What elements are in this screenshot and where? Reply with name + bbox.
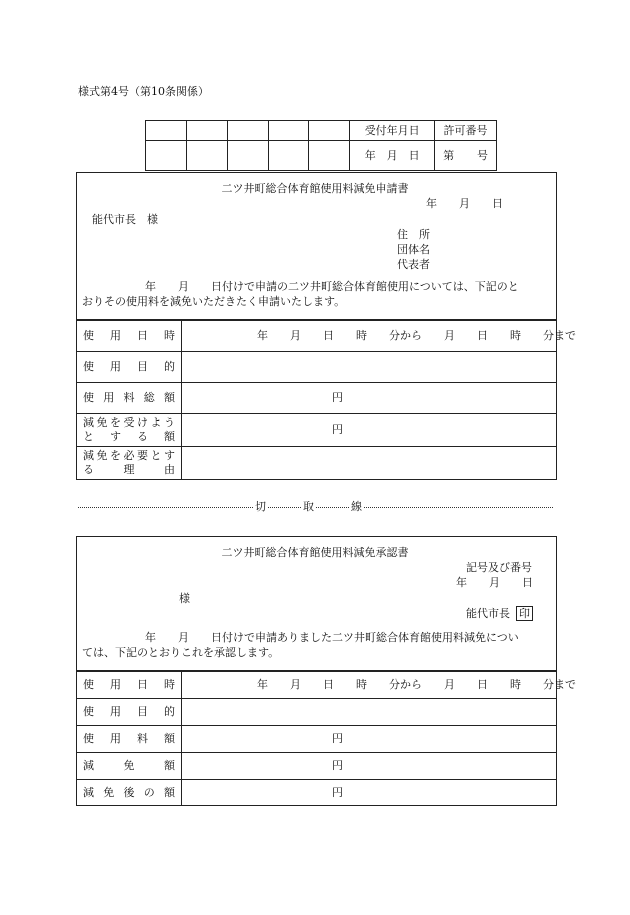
blank-cell [186,121,227,141]
label-char: 免 [123,759,135,773]
label-usage-datetime [77,321,182,352]
label-char: 額 [164,732,175,746]
label-char: 目 [137,360,148,374]
value-reduction-amount: 円 [182,414,557,447]
label-usage-purpose [77,352,182,383]
label-char: と [83,430,94,443]
value-approval-usage-datetime: 年 月 日 時 分から 月 日 時 分まで [182,672,557,699]
value-usage-datetime: 年 月 日 時 分から 月 日 時 分まで [182,321,557,352]
reception-date-value: 年 月 日 [350,141,435,171]
blank-cell [309,141,350,171]
label-char: 時 [164,678,175,692]
label-char: 時 [164,329,175,343]
label-char: 目 [137,705,148,719]
label-char: 免 [103,785,115,799]
label-char: と [150,449,162,463]
label-char: 後 [123,785,135,799]
label-char: 用 [103,391,115,405]
blank-cell [268,141,309,171]
value-approval-reduction: 円 [182,753,557,780]
label-char: 減 [83,785,94,799]
label-char: 要 [137,449,148,463]
label-reduction-reason [77,447,182,480]
approval-date: 年 月 日 [456,576,533,589]
label-char: 用 [110,329,121,343]
label-approval-usage-purpose [77,699,182,726]
label-char: 用 [110,360,121,374]
blank-cell [268,121,309,141]
applicant-address-label: 住 所 [397,228,430,241]
approval-body-line2: ては、下記のとおりこれを承認します。 [82,646,280,659]
label-char: 額 [164,785,175,799]
label-char: 額 [164,759,175,773]
cut-line-char-3: 線 [351,500,362,513]
label-char: 減 [83,759,94,773]
label-char: 使 [83,329,94,343]
label-char: 必 [123,449,135,463]
label-char: る [83,463,94,476]
label-char: 額 [164,430,175,443]
approval-detail-table [76,671,576,806]
label-char: 使 [83,705,94,719]
application-body-line2: おりその使用料を減免いただきたく申請いたします。 [82,295,346,308]
label-char: 用 [110,678,121,692]
label-char: 総 [143,391,155,405]
label-char: 額 [164,391,175,405]
approval-addressee-suffix: 様 [179,592,190,605]
application-date: 年 月 日 [426,197,503,210]
application-detail-table [76,320,576,480]
label-char: 料 [137,732,148,746]
label-char: 減 [83,449,94,463]
value-usage-purpose [182,352,557,383]
cut-line-char-1: 切 [255,500,266,513]
label-char: の [143,785,155,799]
reception-table [145,120,497,171]
label-char: う [164,416,175,430]
reception-date-header: 受付年月日 [350,121,435,141]
label-total-fee [77,383,182,414]
label-char: け [137,416,148,430]
value-approval-fee: 円 [182,726,557,753]
approval-body-line1: 年 月 日付けで申請ありました二ツ井町総合体育館使用料減免につい [145,631,519,644]
value-reduction-reason [182,447,557,480]
cut-line-char-2: 取 [303,500,314,513]
label-char: 使 [83,360,94,374]
label-char: る [137,430,148,443]
label-char: 減 [83,416,94,430]
approval-issuer: 能代市長 印 [466,606,533,621]
label-char: す [110,430,121,443]
permit-number-value: 第 号 [435,141,497,171]
seal-mark: 印 [516,606,533,621]
blank-cell [227,141,268,171]
label-approval-usage-datetime [77,672,182,699]
application-title: 二ツ井町総合体育館使用料減免申請書 [221,182,409,195]
blank-cell [309,121,350,141]
label-char: 日 [137,329,148,343]
application-addressee: 能代市長 様 [92,213,158,226]
label-char: を [110,416,121,430]
label-char: 使 [83,678,94,692]
label-char: よ [150,416,162,430]
label-char: 使 [83,391,94,405]
label-approval-fee [77,726,182,753]
label-approval-after-reduction [77,780,182,806]
label-approval-reduction [77,753,182,780]
label-char: 由 [164,463,175,476]
label-char: 理 [123,463,135,476]
label-char: 受 [123,416,135,430]
label-char: 用 [110,705,121,719]
label-char: 的 [164,705,175,719]
label-char: 的 [164,360,175,374]
label-char: 日 [137,678,148,692]
blank-cell [227,121,268,141]
permit-number-header: 許可番号 [435,121,497,141]
applicant-rep-label: 代表者 [397,258,430,271]
cut-line [78,500,553,514]
label-char: す [164,449,175,463]
approval-title: 二ツ井町総合体育館使用料減免承認書 [221,546,409,559]
value-total-fee: 円 [182,383,557,414]
blank-cell [146,121,187,141]
label-char: 用 [110,732,121,746]
label-reduction-amount [77,414,182,447]
label-char: 免 [96,449,108,463]
label-char: 使 [83,732,94,746]
form-number: 様式第4号（第10条関係） [78,85,209,98]
value-approval-after-reduction: 円 [182,780,557,806]
value-approval-usage-purpose [182,699,557,726]
label-char: 料 [123,391,135,405]
blank-cell [146,141,187,171]
label-char: を [110,449,121,463]
applicant-group-label: 団体名 [397,243,430,256]
approval-ref-label: 記号及び番号 [466,561,532,574]
label-char: 免 [96,416,108,430]
blank-cell [186,141,227,171]
application-body-line1: 年 月 日付けで申請の二ツ井町総合体育館使用については、下記のと [145,280,519,293]
